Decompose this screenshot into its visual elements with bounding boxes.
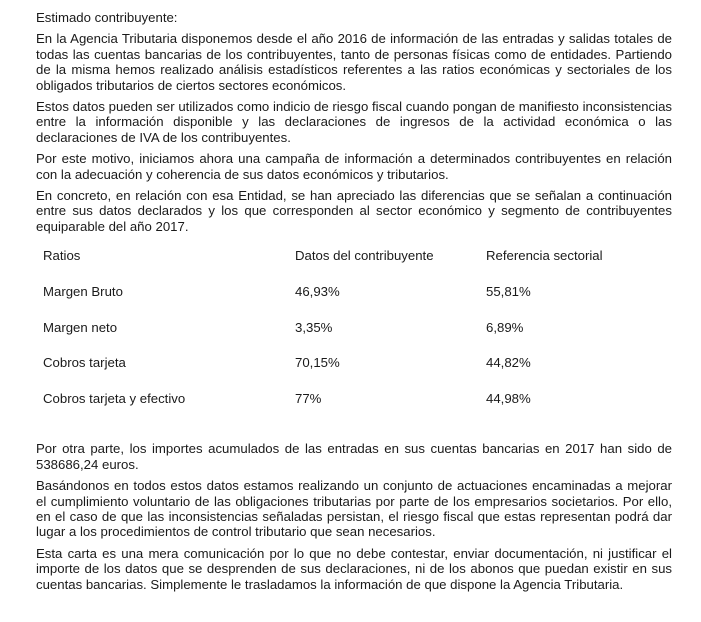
paragraph-bank-info: En la Agencia Tributaria disponemos desde el año 2016 de información de las entradas y salidas totales de todas las cuentas bancarias de los contribuyentes, tanto de personas físicas como de entidades. Partiendo de la misma hemos realizado análisis estadísticos referentes a las ratios económicas y sectoriales de los obligados tributarios de ciertos sectores económicos.	[36, 31, 672, 93]
sector-value: 44,98%	[486, 390, 531, 406]
ratio-name: Margen Bruto	[43, 284, 123, 300]
table-row	[43, 391, 643, 427]
paragraph-differences: En concreto, en relación con esa Entidad, se han apreciado las diferencias que se señalan a continuación entre sus datos declarados y los que corresponden al sector económico y segmento de contribuyentes equiparable del año 2017.	[36, 188, 672, 234]
paragraph-compliance: Basándonos en todos estos datos estamos realizando un conjunto de actuaciones encaminadas a mejorar el cumplimiento voluntario de las obligaciones tributarias por parte de los empresarios societarios. Por ello, en el caso de que las inconsistencias señaladas persistan, el riesgo fiscal que estas representan podrá dar lugar a los procedimientos de control tributario que sean necesarios.	[36, 478, 672, 540]
table-header-row	[43, 248, 643, 284]
ratio-name: Margen neto	[43, 319, 118, 335]
ratio-name: Cobros tarjeta	[43, 355, 126, 371]
table-row	[43, 284, 643, 320]
sector-value: 55,81%	[486, 284, 531, 300]
header-sector-reference: Referencia sectorial	[486, 248, 603, 264]
ratio-name: Cobros tarjeta y efectivo	[43, 390, 186, 406]
paragraph-no-reply: Esta carta es una mera comunicación por lo que no debe contestar, enviar documentación, ni justificar el importe de los datos que se desprenden de sus declaraciones, ni de los abonos que puedan existir en sus cuentas bancarias. Simplemente le trasladamos la información de que dispone la Agencia Tributaria.	[36, 545, 672, 592]
taxpayer-value: 46,93%	[295, 284, 340, 300]
sector-value: 44,82%	[486, 355, 531, 371]
letter-body	[36, 10, 672, 598]
ratios-table	[43, 248, 643, 426]
header-taxpayer-data: Datos del contribuyente	[295, 248, 434, 264]
taxpayer-value: 70,15%	[295, 355, 340, 371]
table-row	[43, 355, 643, 391]
sector-value: 6,89%	[486, 319, 524, 335]
paragraph-bank-totals: Por otra parte, los importes acumulados de las entradas en sus cuentas bancarias en 2017 han sido de 538686,24 euros.	[36, 441, 672, 472]
greeting: Estimado contribuyente:	[36, 10, 178, 25]
paragraph-risk-indicator: Estos datos pueden ser utilizados como indicio de riesgo fiscal cuando pongan de manifiesto inconsistencias entre la información disponible y las declaraciones de ingresos de la actividad económica o las declaraciones de IVA de los contribuyentes.	[36, 99, 672, 145]
taxpayer-value: 77%	[295, 390, 322, 406]
paragraph-campaign: Por este motivo, iniciamos ahora una campaña de información a determinados contribuyentes en relación con la adecuación y coherencia de sus datos económicos y tributarios.	[36, 151, 672, 182]
header-ratios: Ratios	[43, 248, 81, 264]
taxpayer-value: 3,35%	[295, 319, 333, 335]
table-row	[43, 320, 643, 356]
